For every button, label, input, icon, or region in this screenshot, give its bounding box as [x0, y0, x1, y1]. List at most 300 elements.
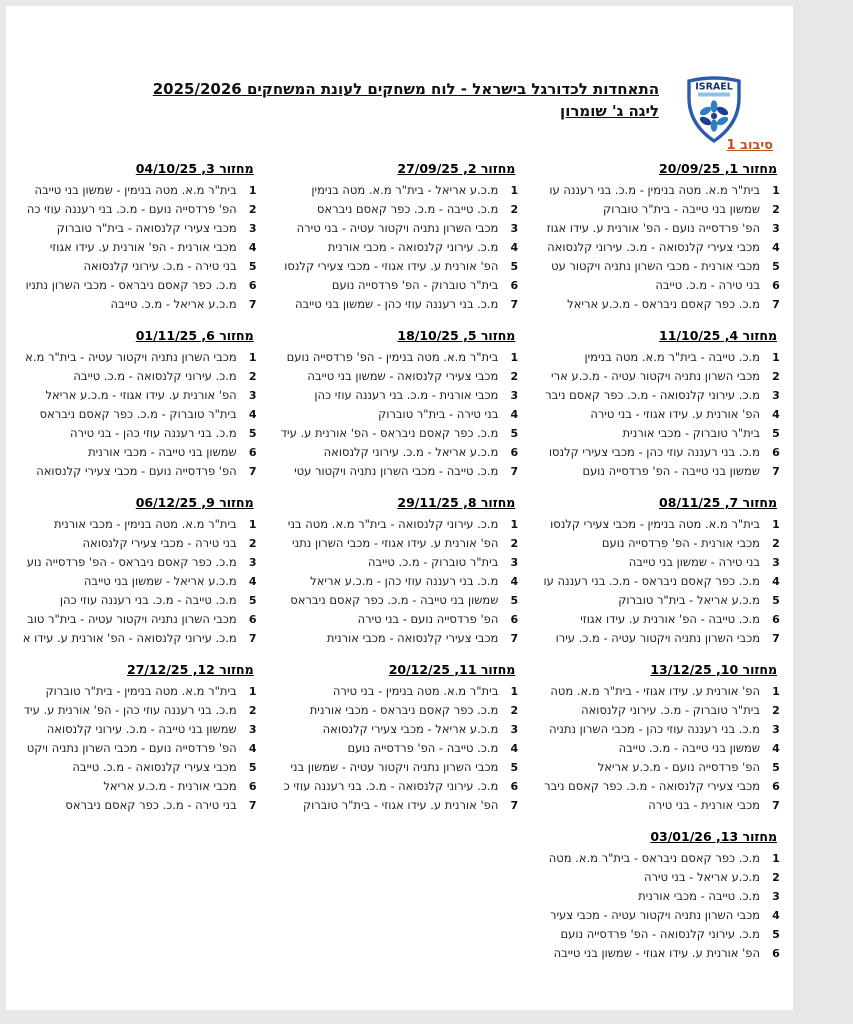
round-block	[12, 328, 260, 483]
match-fixture-text: מ.כ. כפר קאסם ניבראס - מכבי אורנית	[309, 703, 499, 717]
match-fixture-text: מ.כ. כפר קאסם ניבראס - הפ' אורנית ע. עיד	[280, 426, 499, 440]
match-number: 4	[248, 241, 257, 254]
match-number: 4	[772, 909, 780, 922]
match-row	[12, 760, 260, 779]
match-row	[535, 779, 783, 798]
round-matches	[12, 684, 260, 817]
match-fixture-text: בית"ר טוברוק - הפ' פרדסייה נועם	[331, 278, 499, 292]
match-number: 2	[248, 203, 257, 216]
match-number: 3	[510, 556, 519, 569]
match-fixture-text: הפ' אורנית ע. עידו אגוזי - מ.כ.ע אריאל	[45, 388, 237, 402]
match-row	[274, 388, 522, 407]
match-number: 7	[248, 799, 257, 812]
match-row	[12, 297, 260, 316]
match-row	[274, 703, 522, 722]
match-fixture-text: בית"ר טוברוק - מ.כ. עירוני קלנסואה	[581, 703, 760, 717]
match-number: 6	[772, 947, 780, 960]
match-row	[535, 927, 783, 946]
match-number: 7	[772, 465, 780, 478]
match-row	[535, 593, 783, 612]
document-title-line-2: ליגה ג' שומרון	[560, 102, 659, 120]
round-matches	[12, 183, 260, 316]
match-number: 7	[248, 632, 257, 645]
match-fixture-text: מ.כ. טייבה - מכבי אורנית	[638, 889, 760, 903]
match-row	[12, 612, 260, 631]
match-fixture-text: בית"ר טוברוק - מ.כ. טייבה	[368, 555, 499, 569]
match-row	[535, 388, 783, 407]
match-row	[12, 350, 260, 369]
match-row	[12, 221, 260, 240]
match-row	[12, 631, 260, 650]
match-fixture-text: הפ' אורנית ע. עידו אגוזי - מכבי צעירי קלנסו	[284, 259, 499, 273]
match-row	[274, 536, 522, 555]
match-number: 5	[772, 761, 780, 774]
match-number: 3	[772, 890, 780, 903]
match-fixture-text: הפ' אורנית ע. עידו אגוזי - בית"ר מ.א. מטה	[550, 684, 760, 698]
match-number: 2	[248, 370, 257, 383]
match-row	[535, 350, 783, 369]
match-number: 3	[772, 556, 780, 569]
match-number: 6	[772, 446, 780, 459]
round-title: מחזור 12, 27/12/25	[127, 662, 254, 677]
match-number: 3	[772, 222, 780, 235]
match-number: 3	[248, 723, 257, 736]
match-row	[274, 369, 522, 388]
round-matches	[274, 183, 522, 316]
match-number: 4	[248, 408, 257, 421]
match-number: 6	[248, 780, 257, 793]
match-number: 2	[510, 203, 519, 216]
match-number: 1	[510, 184, 519, 197]
match-number: 2	[772, 203, 780, 216]
match-fixture-text: מכבי השרון נתניה ויקטור עטיה - בית"ר מ.א	[25, 350, 237, 364]
match-number: 5	[248, 594, 257, 607]
document-page	[6, 6, 793, 1010]
match-row	[535, 798, 783, 817]
match-number: 7	[248, 298, 257, 311]
match-row	[12, 445, 260, 464]
match-row	[535, 574, 783, 593]
match-row	[535, 760, 783, 779]
match-fixture-text: הפ' פרדסייה נועם - מכבי השרון נתניה ויקט	[26, 741, 237, 755]
match-number: 1	[772, 852, 780, 865]
match-fixture-text: מ.כ.ע אריאל - בני טירה	[643, 870, 760, 884]
match-fixture-text: מכבי השרון נתניה ויקטור עטיה - מ.כ.ע ארי	[551, 369, 760, 383]
match-row	[535, 908, 783, 927]
match-fixture-text: בית"ר מ.א. מטה בנימין - מ.כ. בני רעננה עו	[549, 183, 760, 197]
match-fixture-text: בית"ר מ.א. מטה בנימין - הפ' פרדסייה נועם	[286, 350, 499, 364]
match-number: 5	[772, 427, 780, 440]
match-fixture-text: מ.כ. עירוני קלנסואה - הפ' אורנית ע. עידו א	[22, 631, 237, 645]
match-number: 3	[510, 389, 519, 402]
match-number: 6	[510, 279, 519, 292]
match-number: 3	[772, 723, 780, 736]
match-row	[535, 851, 783, 870]
match-number: 5	[772, 594, 780, 607]
match-row	[274, 240, 522, 259]
match-row	[274, 798, 522, 817]
match-number: 5	[510, 761, 519, 774]
round-title: מחזור 10, 13/12/25	[650, 662, 777, 677]
match-fixture-text: בית"ר מ.א. מטה בנימין - שמשון בני טייבה	[34, 183, 237, 197]
match-fixture-text: שמשון בני טייבה - מ.כ. עירוני קלנסואה	[46, 722, 237, 736]
match-number: 1	[772, 685, 780, 698]
match-row	[535, 369, 783, 388]
match-row	[274, 259, 522, 278]
match-row	[535, 464, 783, 483]
match-number: 2	[510, 370, 519, 383]
match-row	[12, 183, 260, 202]
match-row	[535, 555, 783, 574]
match-number: 4	[772, 742, 780, 755]
match-row	[535, 870, 783, 889]
match-number: 5	[248, 260, 257, 273]
match-fixture-text: מ.כ.ע אריאל - מ.כ. עירוני קלנסואה	[323, 445, 499, 459]
match-row	[535, 703, 783, 722]
round-title: מחזור 9, 06/12/25	[135, 495, 254, 510]
match-row	[274, 464, 522, 483]
match-row	[12, 464, 260, 483]
match-row	[274, 407, 522, 426]
match-number: 4	[772, 408, 780, 421]
match-row	[12, 517, 260, 536]
match-fixture-text: מ.כ. עירוני קלנסואה - מ.כ. כפר קאסם ניבר	[545, 388, 760, 402]
round-title: מחזור 5, 18/10/25	[397, 328, 516, 343]
match-row	[12, 388, 260, 407]
match-fixture-text: בית"ר מ.א. מטה בנימין - מכבי אורנית	[53, 517, 237, 531]
match-row	[12, 722, 260, 741]
match-fixture-text: שמשון בני טייבה - בית"ר טוברוק	[603, 202, 760, 216]
match-fixture-text: מ.כ.ע אריאל - בית"ר טוברוק	[618, 593, 760, 607]
match-fixture-text: מ.כ. עירוני קלנסואה - הפ' פרדסייה נועם	[560, 927, 760, 941]
match-row	[12, 703, 260, 722]
match-row	[274, 684, 522, 703]
match-row	[274, 202, 522, 221]
match-number: 6	[510, 613, 519, 626]
match-number: 7	[510, 632, 519, 645]
match-row	[12, 369, 260, 388]
match-fixture-text: מ.כ.ע אריאל - שמשון בני טייבה	[83, 574, 237, 588]
match-fixture-text: מכבי צעירי קלנסואה - שמשון בני טייבה	[307, 369, 499, 383]
match-row	[274, 574, 522, 593]
match-fixture-text: מכבי השרון נתניה ויקטור עטיה - מ.כ. עירו	[555, 631, 760, 645]
round-title: מחזור 2, 27/09/25	[397, 161, 516, 176]
match-number: 4	[772, 241, 780, 254]
match-row	[274, 517, 522, 536]
match-fixture-text: מ.כ.ע אריאל - בית"ר מ.א. מטה בנימין	[311, 183, 499, 197]
match-row	[274, 555, 522, 574]
match-number: 2	[248, 704, 257, 717]
match-number: 4	[248, 742, 257, 755]
round-block	[535, 662, 783, 817]
round-title: מחזור 11, 20/12/25	[388, 662, 516, 677]
match-number: 5	[510, 427, 519, 440]
match-number: 7	[772, 298, 780, 311]
match-fixture-text: בית"ר טוברוק - מכבי אורנית	[622, 426, 760, 440]
match-number: 2	[772, 871, 780, 884]
round-block	[274, 662, 522, 817]
round-matches	[535, 350, 783, 483]
match-row	[274, 741, 522, 760]
match-fixture-text: הפ' אורנית ע. עידו אגוזי - שמשון בני טייבה	[553, 946, 760, 960]
match-fixture-text: בני טירה - מכבי צעירי קלנסואה	[82, 536, 237, 550]
match-row	[535, 445, 783, 464]
match-number: 3	[248, 389, 257, 402]
match-fixture-text: מכבי אורנית - הפ' אורנית ע. עידו אגוזי	[49, 240, 237, 254]
match-number: 1	[772, 518, 780, 531]
match-fixture-text: מכבי צעירי קלנסואה - בית"ר טוברוק	[56, 221, 237, 235]
match-row	[12, 202, 260, 221]
match-number: 7	[510, 465, 519, 478]
match-row	[12, 779, 260, 798]
match-number: 1	[248, 685, 257, 698]
match-fixture-text: בני טירה - בית"ר טוברוק	[378, 407, 499, 421]
match-fixture-text: בית"ר טוברוק - מ.כ. כפר קאסם ניבראס	[39, 407, 237, 421]
match-row	[12, 259, 260, 278]
match-fixture-text: בני טירה - מ.כ. טייבה	[655, 278, 760, 292]
match-row	[12, 536, 260, 555]
match-fixture-text: מ.כ. טייבה - מ.כ. כפר קאסם ניבראס	[316, 202, 499, 216]
match-number: 2	[510, 537, 519, 550]
match-row	[12, 593, 260, 612]
match-row	[12, 574, 260, 593]
match-number: 5	[510, 260, 519, 273]
match-number: 2	[772, 537, 780, 550]
match-number: 4	[248, 575, 257, 588]
round-title: מחזור 8, 29/11/25	[397, 495, 516, 510]
match-fixture-text: מכבי צעירי קלנסואה - מ.כ. כפר קאסם ניבר	[544, 779, 760, 793]
round-title: מחזור 3, 04/10/25	[135, 161, 254, 176]
round-matches	[535, 851, 783, 965]
match-fixture-text: מ.כ. בני רעננה עוזי כהן - מכבי השרון נתניה	[549, 722, 760, 736]
match-row	[535, 259, 783, 278]
match-number: 3	[248, 556, 257, 569]
match-fixture-text: מ.כ. כפר קאסם ניבראס - מכבי השרון נתניו	[25, 278, 237, 292]
match-number: 1	[248, 184, 257, 197]
rounds-grid	[6, 153, 793, 977]
match-row	[535, 183, 783, 202]
match-fixture-text: הפ' אורנית ע. עידו אגוזי - בית"ר טוברוק	[302, 798, 499, 812]
match-fixture-text: הפ' פרדסייה נועם - מ.כ. בני רעננה עוזי כה	[26, 202, 237, 216]
match-number: 1	[772, 351, 780, 364]
match-number: 1	[772, 184, 780, 197]
match-number: 4	[510, 742, 519, 755]
match-row	[535, 202, 783, 221]
round-title: מחזור 4, 11/10/25	[659, 328, 777, 343]
match-row	[535, 536, 783, 555]
match-fixture-text: מ.כ. כפר קאסם ניבראס - מ.כ.ע אריאל	[567, 297, 760, 311]
match-fixture-text: מ.כ. בני רעננה עוזי כהן - בני טירה	[70, 426, 237, 440]
match-fixture-text: מ.כ. טייבה - מכבי השרון נתניה ויקטור עטי	[294, 464, 499, 478]
match-row	[12, 684, 260, 703]
round-matches	[535, 517, 783, 650]
match-number: 4	[510, 241, 519, 254]
match-number: 2	[248, 537, 257, 550]
section-heading-round-1: סיבוב 1	[726, 138, 773, 153]
round-block	[535, 161, 783, 316]
logo-shield	[685, 74, 743, 144]
round-title: מחזור 13, 03/01/26	[650, 829, 777, 844]
match-fixture-text: הפ' פרדסייה נועם - מכבי צעירי קלנסואה	[36, 464, 237, 478]
match-fixture-text: מ.כ. עירוני קלנסואה - מכבי אורנית	[327, 240, 499, 254]
match-number: 6	[772, 279, 780, 292]
match-fixture-text: בית"ר מ.א. מטה בנימין - מכבי צעירי קלנסו	[550, 517, 760, 531]
round-matches	[535, 183, 783, 316]
match-fixture-text: מכבי השרון נתניה ויקטור עטיה - בני טירה	[296, 221, 499, 235]
match-number: 7	[772, 632, 780, 645]
match-fixture-text: מכבי אורנית - מ.כ.ע אריאל	[103, 779, 237, 793]
match-number: 2	[772, 704, 780, 717]
round-matches	[274, 517, 522, 650]
logo-text: ISRAEL	[695, 81, 733, 93]
match-number: 5	[772, 928, 780, 941]
match-number: 7	[248, 465, 257, 478]
match-row	[274, 278, 522, 297]
match-number: 6	[772, 780, 780, 793]
match-fixture-text: מכבי צעירי קלנסואה - מ.כ. עירוני קלנסואה	[547, 240, 760, 254]
match-row	[535, 240, 783, 259]
match-number: 3	[510, 723, 519, 736]
match-fixture-text: מ.כ. בני רעננה עוזי כהן - מכבי צעירי קלנסו	[548, 445, 760, 459]
match-number: 1	[248, 351, 257, 364]
document-header	[6, 6, 793, 122]
match-fixture-text: בני טירה - מ.כ. עירוני קלנסואה	[83, 259, 237, 273]
match-row	[12, 278, 260, 297]
match-fixture-text: בני טירה - שמשון בני טייבה	[628, 555, 760, 569]
match-fixture-text: מכבי השרון נתניה ויקטור עטיה - בית"ר טוב	[27, 612, 237, 626]
match-row	[535, 426, 783, 445]
match-number: 6	[248, 613, 257, 626]
match-number: 1	[510, 351, 519, 364]
match-fixture-text: שמשון בני טייבה - מ.כ. טייבה	[618, 741, 760, 755]
match-fixture-text: מ.כ. טייבה - בית"ר מ.א. מטה בנימין	[584, 350, 760, 364]
match-number: 5	[248, 427, 257, 440]
match-row	[274, 445, 522, 464]
match-number: 7	[510, 799, 519, 812]
match-row	[535, 722, 783, 741]
match-fixture-text: מ.כ. עירוני קלנסואה - בית"ר מ.א. מטה בני	[287, 517, 499, 531]
match-row	[274, 350, 522, 369]
round-title: מחזור 6, 01/11/25	[135, 328, 254, 343]
match-number: 3	[248, 222, 257, 235]
round-matches	[274, 350, 522, 483]
match-number: 6	[510, 446, 519, 459]
match-row	[274, 297, 522, 316]
match-row	[274, 722, 522, 741]
match-fixture-text: מ.כ. עירוני קלנסואה - מ.כ. טייבה	[73, 369, 237, 383]
match-row	[535, 889, 783, 908]
match-fixture-text: מכבי צעירי קלנסואה - מכבי אורנית	[326, 631, 499, 645]
match-row	[274, 779, 522, 798]
match-row	[535, 612, 783, 631]
match-row	[535, 741, 783, 760]
match-number: 7	[772, 799, 780, 812]
match-number: 1	[510, 685, 519, 698]
match-row	[535, 946, 783, 965]
match-number: 6	[248, 279, 257, 292]
match-row	[12, 555, 260, 574]
round-block	[274, 161, 522, 316]
match-fixture-text: הפ' אורנית ע. עידו אגוזי - בני טירה	[590, 407, 760, 421]
match-number: 6	[248, 446, 257, 459]
match-fixture-text: בית"ר מ.א. מטה בנימין - בני טירה	[332, 684, 499, 698]
round-matches	[12, 517, 260, 650]
israel-football-association-logo-icon	[685, 74, 743, 144]
match-fixture-text: שמשון בני טייבה - הפ' פרדסייה נועם	[582, 464, 760, 478]
round-matches	[535, 684, 783, 817]
match-number: 2	[772, 370, 780, 383]
round-title: מחזור 7, 08/11/25	[659, 495, 777, 510]
match-number: 4	[772, 575, 780, 588]
round-block	[535, 328, 783, 483]
match-fixture-text: מכבי אורנית - בני טירה	[648, 798, 760, 812]
match-fixture-text: מכבי צעירי קלנסואה - מ.כ. טייבה	[72, 760, 237, 774]
match-number: 5	[248, 761, 257, 774]
match-row	[535, 407, 783, 426]
round-title: מחזור 1, 20/09/25	[659, 161, 777, 176]
match-fixture-text: מ.כ. טייבה - מ.כ. בני רעננה עוזי כהן	[59, 593, 237, 607]
match-row	[274, 183, 522, 202]
match-row	[12, 741, 260, 760]
match-row	[535, 517, 783, 536]
match-row	[535, 278, 783, 297]
round-block	[274, 328, 522, 483]
match-number: 4	[510, 575, 519, 588]
match-number: 3	[772, 389, 780, 402]
round-block	[535, 829, 783, 965]
match-row	[274, 221, 522, 240]
match-fixture-text: מ.כ. טייבה - הפ' אורנית ע. עידו אגוזי	[580, 612, 760, 626]
match-fixture-text: הפ' אורנית ע. עידו אגוזי - מכבי השרון נתני	[292, 536, 499, 550]
match-fixture-text: מכבי אורנית - הפ' פרדסייה נועם	[601, 536, 760, 550]
match-fixture-text: מ.כ. כפר קאסם ניבראס - בית"ר מ.א. מטה	[548, 851, 760, 865]
document-title-line-1: התאחדות לכדורגל בישראל - לוח משחקים לעונת המשחקים 2025/2026	[152, 80, 659, 98]
match-row	[274, 426, 522, 445]
match-row	[12, 240, 260, 259]
match-fixture-text: הפ' פרדסייה נועם - הפ' אורנית ע. עידו אגוז	[546, 221, 760, 235]
match-fixture-text: הפ' פרדסייה נועם - בני טירה	[357, 612, 499, 626]
match-fixture-text: מ.כ.ע אריאל - מ.כ. טייבה	[110, 297, 237, 311]
match-row	[274, 631, 522, 650]
match-row	[274, 760, 522, 779]
match-fixture-text: מכבי אורנית - מ.כ. בני רעננה עוזי כהן	[314, 388, 499, 402]
match-number: 3	[510, 222, 519, 235]
match-row	[12, 798, 260, 817]
match-fixture-text: מכבי אורנית - מכבי השרון נתניה ויקטור עט	[551, 259, 760, 273]
match-fixture-text: הפ' פרדסייה נועם - מ.כ.ע אריאל	[597, 760, 760, 774]
round-block	[274, 495, 522, 650]
round-block	[12, 495, 260, 650]
round-block	[12, 161, 260, 316]
document-title-block	[6, 78, 793, 122]
match-row	[274, 593, 522, 612]
match-fixture-text: מכבי השרון נתניה ויקטור עטיה - מכבי צעיר	[549, 908, 760, 922]
logo-banner	[698, 93, 730, 97]
match-row	[535, 684, 783, 703]
round-matches	[12, 350, 260, 483]
match-number: 1	[510, 518, 519, 531]
match-row	[12, 426, 260, 445]
match-fixture-text: בני טירה - מ.כ. כפר קאסם ניבראס	[65, 798, 237, 812]
round-block	[12, 662, 260, 817]
round-matches	[274, 684, 522, 817]
match-row	[274, 612, 522, 631]
match-fixture-text: מ.כ. כפר קאסם ניבראס - מ.כ. בני רעננה עו	[543, 574, 760, 588]
match-number: 1	[248, 518, 257, 531]
match-fixture-text: שמשון בני טייבה - מ.כ. כפר קאסם ניבראס	[290, 593, 499, 607]
match-number: 6	[772, 613, 780, 626]
match-fixture-text: בית"ר מ.א. מטה בנימין - בית"ר טוברוק	[45, 684, 237, 698]
